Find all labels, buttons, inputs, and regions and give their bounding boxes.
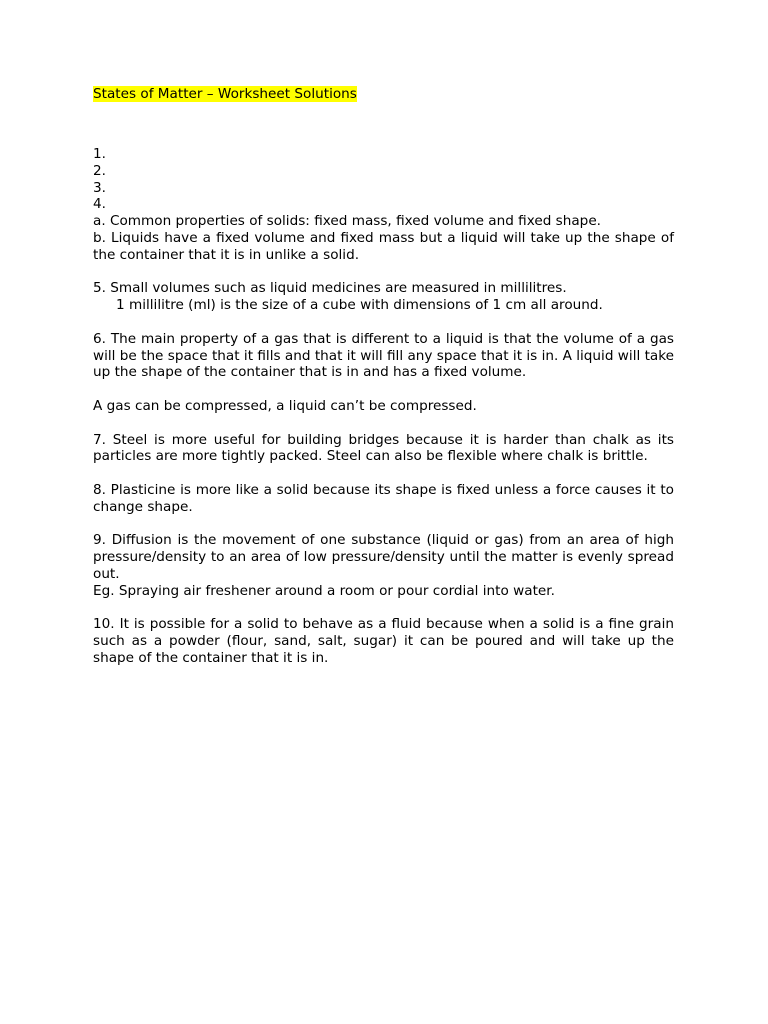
answer-6: 6. The main property of a gas that is different to a liquid is that the volume of a gas will be the space that it fills and that it will fill any space that it is in. A liquid will take up the shape of the container that is in and has a fixed volume.: [93, 330, 674, 381]
document-page: [93, 86, 674, 667]
spacer: [93, 415, 674, 432]
answer-7: 7. Steel is more useful for building bridges because it is harder than chalk as its particles are more tightly packed. Steel can also be flexible where chalk is brittle.: [93, 431, 674, 465]
answer-4a: a. Common properties of solids: fixed mass, fixed volume and fixed shape.: [93, 213, 601, 230]
answer-4b: b. Liquids have a fixed volume and fixed mass but a liquid will take up the shape of the container that it is in unlike a solid.: [93, 229, 674, 263]
answer-number-4: 4.: [93, 196, 106, 213]
spacer: [93, 516, 674, 533]
spacer: [93, 600, 674, 617]
answer-5: 5. Small volumes such as liquid medicines are measured in millilitres.: [93, 280, 567, 297]
answer-number-1: 1.: [93, 146, 106, 162]
spacer: [93, 314, 674, 331]
answer-number-2: 2.: [93, 162, 106, 179]
answer-8: 8. Plasticine is more like a solid because its shape is fixed unless a force causes it to change shape.: [93, 481, 674, 515]
answer-9: 9. Diffusion is the movement of one substance (liquid or gas) from an area of high pressure/density to an area of low pressure/density until the matter is evenly spread out.: [93, 532, 674, 582]
answer-9-example: Eg. Spraying air freshener around a room or pour cordial into water.: [93, 582, 555, 599]
answer-6-extra: A gas can be compressed, a liquid can’t be compressed.: [93, 397, 477, 414]
spacer: [93, 264, 674, 281]
spacer: [93, 381, 674, 398]
title-line: [93, 86, 674, 103]
answer-10: 10. It is possible for a solid to behave as a fluid because when a solid is a fine grain such as a powder (flour, sand, salt, sugar) it can be poured and will take up the shape of the container that it is in.: [93, 616, 674, 666]
answer-number-3: 3.: [93, 179, 106, 196]
answer-5-detail: 1 millilitre (ml) is the size of a cube with dimensions of 1 cm all around.: [116, 297, 603, 314]
spacer: [93, 103, 674, 146]
spacer: [93, 465, 674, 482]
document-title: States of Matter – Worksheet Solutions: [93, 86, 357, 102]
